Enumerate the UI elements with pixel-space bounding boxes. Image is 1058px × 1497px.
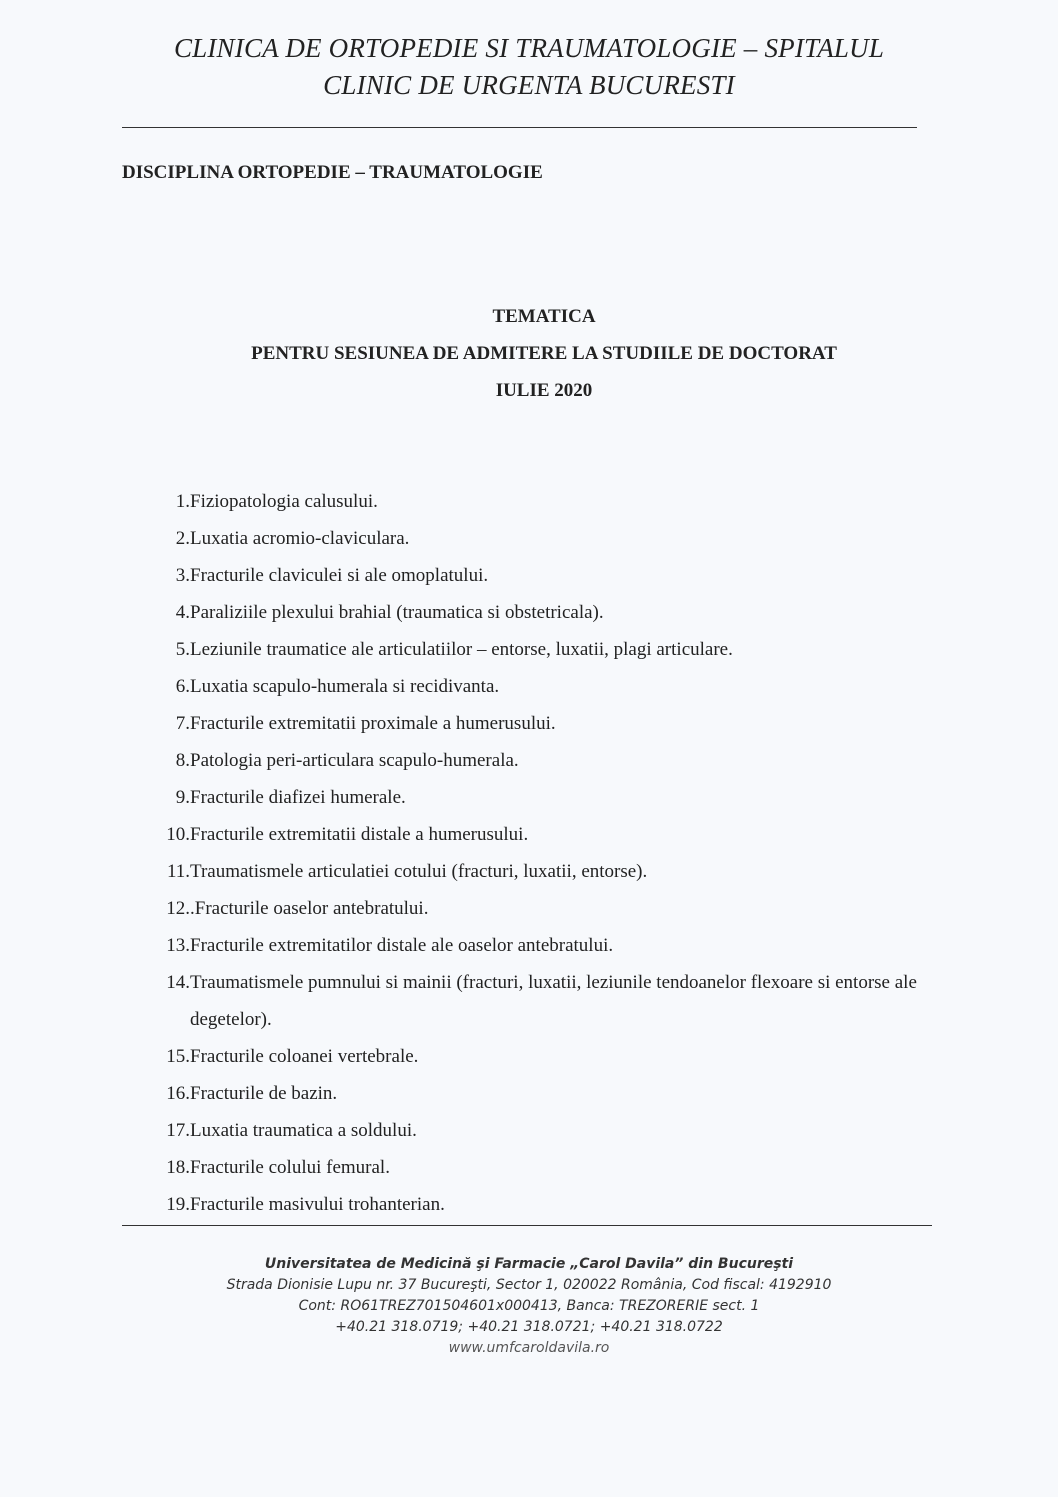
list-item-number: 8. (175, 750, 190, 771)
list-item-text: Traumatismele pumnului si mainii (fracturi, luxatii, leziunile tendoanelor flexoare si entorse ale degetelor). (190, 972, 917, 1030)
clinic-header (0, 30, 1058, 104)
list-item (150, 631, 930, 668)
list-item-number: 14. (166, 972, 190, 993)
list-item-text: Leziunile traumatice ale articulatiilor – entorse, luxatii, plagi articulare. (190, 639, 733, 660)
list-item-text: Luxatia acromio-claviculara. (190, 528, 410, 549)
list-item (150, 520, 930, 557)
list-item-number: 7. (175, 713, 190, 734)
list-item-text: Traumatismele articulatiei cotului (fracturi, luxatii, entorse). (190, 861, 648, 882)
clinic-header-line-2: CLINIC DE URGENTA BUCURESTI (323, 70, 735, 100)
list-item-text: Luxatia traumatica a soldului. (190, 1120, 417, 1141)
list-item-number: 17. (166, 1120, 190, 1141)
list-item-text: Patologia peri-articulara scapulo-humerala. (190, 750, 519, 771)
clinic-header-line-1: CLINICA DE ORTOPEDIE SI TRAUMATOLOGIE – SPITALUL (173, 33, 885, 63)
footer-website: www.umfcaroldavila.ro (448, 1340, 610, 1356)
title-tematica: TEMATICA (492, 306, 596, 327)
footer-account: Cont: RO61TREZ701504601x000413, Banca: TREZORERIE sect. 1 (298, 1298, 760, 1314)
list-item-number: 6. (175, 676, 190, 697)
list-item-number: 10. (166, 824, 190, 845)
list-item (150, 1075, 930, 1112)
footer-university: Universitatea de Medicină şi Farmacie „Carol Davila” din Bucureşti (264, 1256, 794, 1272)
list-item-number: 15. (166, 1046, 190, 1067)
page-footer (0, 1254, 1058, 1359)
footer-phones: +40.21 318.0719; +40.21 318.0721; +40.21 318.0722 (335, 1319, 723, 1335)
list-item-number: 18. (166, 1157, 190, 1178)
list-item-text: .Fracturile oaselor antebratului. (190, 898, 429, 919)
list-item (150, 594, 930, 631)
list-item-number: 16. (166, 1083, 190, 1104)
list-item-text: Fracturile diafizei humerale. (190, 787, 406, 808)
title-session: PENTRU SESIUNEA DE ADMITERE LA STUDIILE DE DOCTORAT (251, 343, 837, 364)
list-item (150, 557, 930, 594)
list-item (150, 1038, 930, 1075)
list-item-text: Paraliziile plexului brahial (traumatica si obstetricala). (190, 602, 604, 623)
document-title (0, 298, 1058, 409)
list-item (150, 1186, 930, 1223)
list-item (150, 705, 930, 742)
list-item-number: 1. (175, 491, 190, 512)
title-date: IULIE 2020 (495, 380, 593, 401)
list-item-number: 4. (175, 602, 190, 623)
list-item (150, 668, 930, 705)
footer-address: Strada Dionisie Lupu nr. 37 Bucureşti, Sector 1, 020022 România, Cod fiscal: 4192910 (226, 1277, 832, 1293)
list-item-number: 9. (175, 787, 190, 808)
list-item-text: Fracturile coloanei vertebrale. (190, 1046, 419, 1067)
discipline-heading: DISCIPLINA ORTOPEDIE – TRAUMATOLOGIE (122, 162, 543, 183)
list-item (150, 816, 930, 853)
list-item-text: Fracturile extremitatii proximale a humerusului. (190, 713, 556, 734)
list-item (150, 890, 930, 927)
list-item-text: Fracturile extremitatilor distale ale oaselor antebratului. (190, 935, 614, 956)
list-item-text: Luxatia scapulo-humerala si recidivanta. (190, 676, 500, 697)
list-item (150, 779, 930, 816)
list-item-number: 13. (166, 935, 190, 956)
list-item-text: Fracturile claviculei si ale omoplatului. (190, 565, 489, 586)
list-item-number: 12. (166, 898, 190, 919)
list-item-text: Fracturile extremitatii distale a humerusului. (190, 824, 529, 845)
topics-list (150, 483, 930, 1223)
list-item (150, 927, 930, 964)
list-item-number: 5. (175, 639, 190, 660)
list-item-number: 19. (166, 1194, 190, 1215)
list-item (150, 964, 930, 1038)
list-item-number: 11. (166, 861, 190, 882)
list-item-number: 3. (175, 565, 190, 586)
list-item (150, 483, 930, 520)
list-item-text: Fracturile masivului trohanterian. (190, 1194, 445, 1215)
list-item (150, 1112, 930, 1149)
list-item-text: Fracturile de bazin. (190, 1083, 338, 1104)
list-item (150, 742, 930, 779)
list-item-text: Fracturile colului femural. (190, 1157, 390, 1178)
list-item-text: Fiziopatologia calusului. (190, 491, 378, 512)
list-item-number: 2. (175, 528, 190, 549)
footer-divider (122, 1225, 932, 1226)
header-divider (122, 127, 917, 128)
list-item (150, 1149, 930, 1186)
list-item (150, 853, 930, 890)
